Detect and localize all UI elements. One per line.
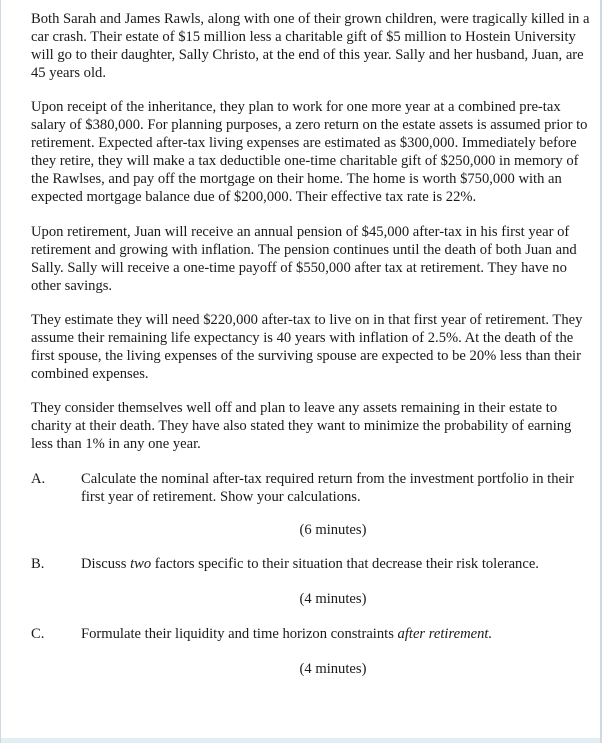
question-c-emphasis: after retirement.: [397, 626, 493, 642]
question-c-minutes: (4 minutes): [299, 661, 367, 677]
question-b-minutes: (4 minutes): [299, 591, 367, 607]
question-b-text-end: factors specific to their situation that decrease their risk tolerance.: [151, 556, 539, 572]
page-bottom-edge: [1, 738, 600, 743]
question-b-text-start: Discuss: [81, 556, 131, 572]
case-paragraph-5: They consider themselves well off and plan to leave any assets remaining in their estate to charity at their death. They have also stated they want to minimize the probability of earning less than 1% in any one year.: [31, 400, 572, 452]
case-paragraph-1: Both Sarah and James Rawls, along with one of their grown children, were tragically killed in a car crash. Their estate of $15 million less a charitable gift of $5 million to Hostein University will go to their daughter, Sally Christo, at the end of this year. Sally and her husband, Juan, are 45 years old.: [31, 11, 590, 81]
question-a-letter: A.: [31, 471, 46, 487]
question-c: [31, 625, 591, 643]
case-study-content: [31, 10, 591, 678]
question-a-minutes: (6 minutes): [299, 522, 367, 538]
question-a-text: Calculate the nominal after-tax required return from the investment portfolio in their first year of retirement. Show your calculations.: [81, 471, 574, 505]
question-c-text: [81, 625, 591, 643]
question-b-letter: B.: [31, 556, 45, 572]
case-paragraph-4: They estimate they will need $220,000 after-tax to live on in that first year of retirement. They assume their remaining life expectancy is 40 years with inflation of 2.5%. At the death of the first spouse, the living expenses of the surviving spouse are expected to be 20% less than their combined expenses.: [31, 312, 583, 382]
case-paragraph-3: Upon retirement, Juan will receive an annual pension of $45,000 after-tax in his first year of retirement and growing with inflation. The pension continues until the death of both Juan and Sally. Sally will receive a one-time payoff of $550,000 after tax at retirement. They have no other savings.: [31, 224, 577, 294]
question-a: [31, 470, 591, 506]
question-c-text-start: Formulate their liquidity and time horizon constraints: [81, 626, 398, 642]
case-paragraph-2: Upon receipt of the inheritance, they plan to work for one more year at a combined pre-tax salary of $380,000. For planning purposes, a zero return on the estate assets is assumed prior to retirement. Expected after-tax living expenses are estimated as $300,000. Immediately before they retire, they will make a tax deductible one-time charitable gift of $250,000 in memory of the Rawlses, and pay off the mortgage on their home. The home is worth $750,000 with an expected mortgage balance due of $200,000. Their effective tax rate is 22%.: [31, 99, 588, 205]
question-b: [31, 555, 591, 573]
question-c-letter: C.: [31, 626, 45, 642]
question-b-emphasis: two: [130, 556, 152, 572]
question-b-text: [81, 555, 591, 573]
